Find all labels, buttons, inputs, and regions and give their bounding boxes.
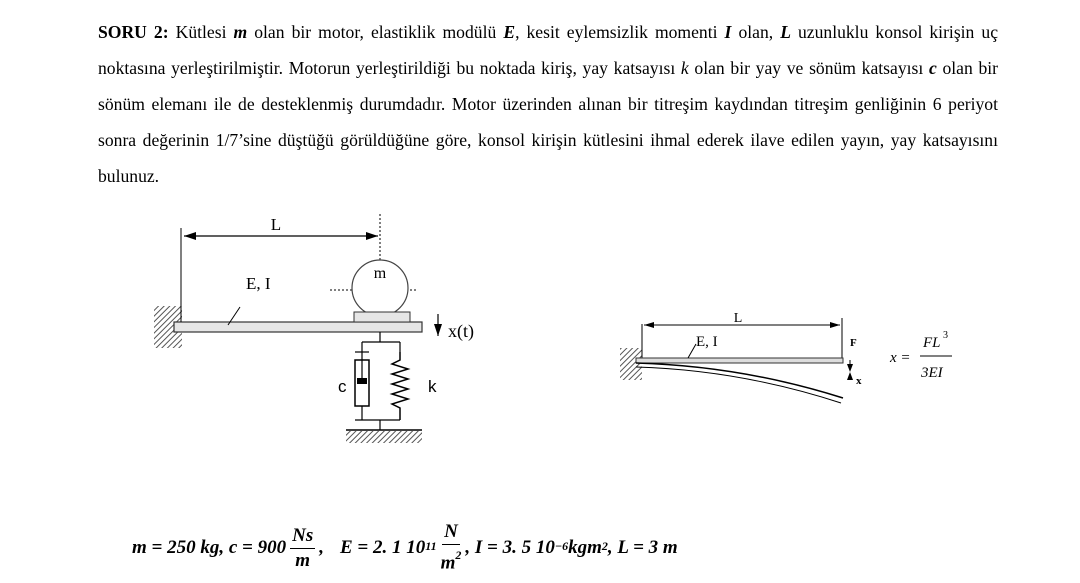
separator: , [319, 537, 324, 558]
problem-text-6: olan bir yay ve sönüm katsayısı [688, 58, 929, 78]
var-m: m [233, 22, 248, 42]
given-I-unit: kgm [568, 537, 602, 558]
var-L: L [780, 22, 791, 42]
E-unit-den-exp: 2 [455, 548, 462, 563]
problem-statement [98, 14, 998, 194]
formula-denominator: 3EI [921, 365, 943, 381]
problem-text-2: olan bir motor, elastiklik modülü [247, 22, 504, 42]
length-L-label: L [270, 215, 282, 234]
damper-c [355, 352, 369, 420]
deflection-x-label: x [856, 375, 862, 387]
c-unit-fraction [290, 526, 315, 571]
var-k: k [680, 58, 689, 78]
E-unit-num: N [442, 522, 460, 545]
stiffness-EI-label-2: E, I [696, 334, 718, 350]
var-E: E [503, 22, 516, 42]
wall-hatch-2 [620, 348, 642, 380]
force-F-label: F [850, 337, 857, 349]
problem-text-3: , kesit eylemsizlik momenti [515, 22, 725, 42]
E-unit-fraction [441, 522, 462, 573]
E-unit-den: m [440, 552, 456, 574]
ground-hatch [346, 431, 422, 443]
problem-label: SORU 2: [98, 22, 169, 42]
I-unit-exp: 2 [601, 538, 608, 553]
c-unit-num: Ns [290, 526, 315, 549]
cantilever-beam [174, 322, 422, 332]
given-L: , L = 3 m [607, 537, 678, 558]
length-L-label-2: L [733, 311, 743, 326]
I-exponent: −6 [554, 538, 569, 553]
given-E: E = 2. 1 10 [340, 537, 426, 558]
problem-text-4: olan, [731, 22, 781, 42]
beam-spring-damper-figure [150, 212, 490, 457]
E-exponent: 11 [425, 538, 437, 553]
stiffness-EI-label: E, I [246, 274, 271, 293]
problem-text-1: Kütlesi [168, 22, 234, 42]
cantilever-deflection-figure [612, 300, 962, 415]
given-I: , I = 3. 5 10 [465, 537, 555, 558]
problem-text-7: olan bir sönüm elemanı ile de desteklenmiş durumdadır. Motor üzerinden alınan bir titreşim kaydından titreşim genliğinin 6 periyot sonra değerinin 1/7’sine düştüğü görüldüğüne göre, konsol kirişin kütlesini ihmal ederek ilave edilen yayın, yay katsayısını bulunuz. [98, 58, 998, 186]
spring-k [392, 352, 408, 420]
mass-m-label: m [373, 265, 387, 282]
displacement-x-label: x(t) [448, 321, 474, 341]
given-values [132, 520, 678, 576]
formula-numerator-exp: 3 [943, 330, 948, 341]
var-I: I [724, 22, 732, 42]
damper-c-label: c [338, 377, 347, 396]
given-m-c: m = 250 kg, c = 900 [132, 537, 287, 558]
motor-base [354, 312, 410, 322]
problem-text-5: uzunluklu konsol kirişin uç noktasına yerleştirilmiştir. Motorun yerleştirildiği bu noktada kiriş, yay katsayısı [98, 22, 999, 78]
c-unit-den: m [295, 549, 311, 571]
formula-lhs: x = [890, 350, 911, 366]
var-c: c [928, 58, 937, 78]
spring-k-label: k [428, 377, 437, 396]
undeformed-beam [636, 358, 843, 363]
formula-numerator: FL [923, 335, 941, 351]
